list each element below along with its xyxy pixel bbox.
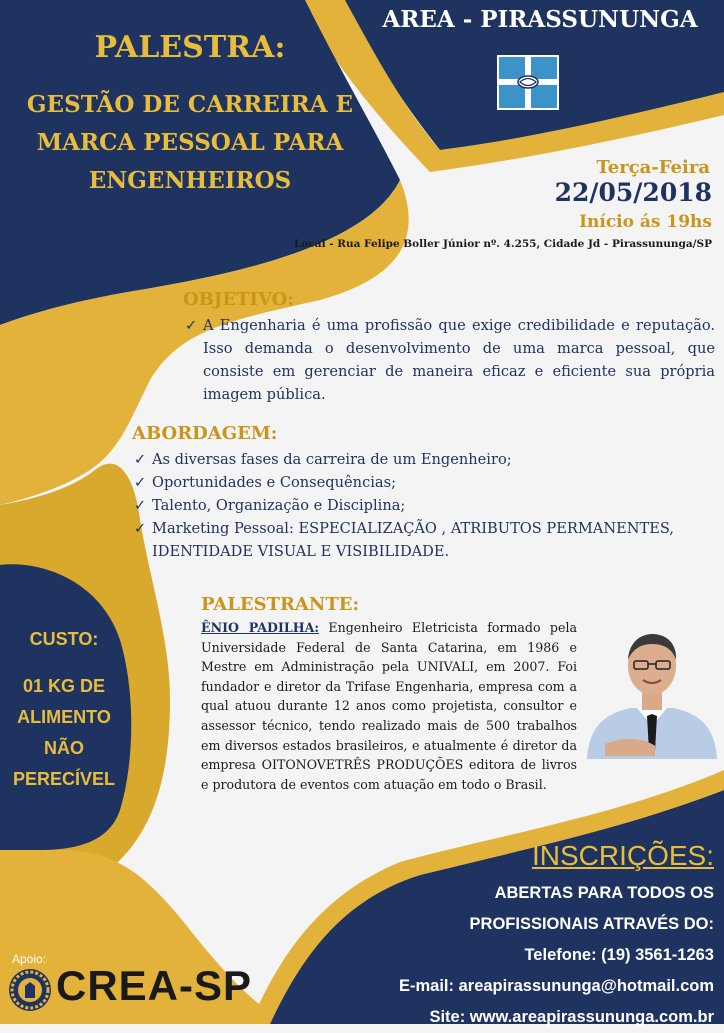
list-item	[132, 517, 692, 563]
event-start-time: Início ás 19hs	[579, 212, 712, 232]
lecture-title	[0, 86, 380, 200]
speaker-bio-text: Engenheiro Eletricista formado pela Universidade Federal de Santa Catarina, em 1986 e Mestre em Administração pela UNIVALI, em 2007. Foi fundador e diretor da Trifase Engenharia, empresa com a qual atuou durante 12 anos como projetista, consultor e assessor técnico, tendo realizado mais de 500 trabalhos em diversos estados brasileiros, e atualmente é diretor da empresa OITONOVETRÊS PRODUÇÕES editora de livros e produtora de eventos com atuação em todo o Brasil.	[201, 620, 577, 792]
lecture-title-line: ENGENHEIROS	[88, 167, 292, 194]
registration-site: Site: www.areapirassununga.com.br	[429, 1008, 714, 1026]
registration-line: ABERTAS PARA TODOS OS	[494, 884, 714, 902]
speaker-photo	[585, 626, 719, 759]
speaker-name: ÊNIO PADILHA:	[201, 620, 320, 635]
checkmark-icon: ✓	[134, 497, 147, 514]
checkmark-icon: ✓	[185, 317, 198, 334]
crea-emblem-icon	[8, 968, 52, 1012]
list-item-text: Talento, Organização e Disciplina;	[152, 497, 406, 514]
speaker-bio	[201, 618, 577, 794]
checkmark-icon: ✓	[134, 474, 147, 491]
list-item	[132, 494, 692, 517]
cost-section	[0, 624, 128, 795]
cost-label: CUSTO:	[29, 629, 99, 649]
checkmark-icon: ✓	[134, 451, 147, 468]
crea-brand: CREA-SP	[56, 962, 253, 1009]
objective-heading: OBJETIVO:	[183, 289, 294, 310]
lecture-title-line: MARCA PESSOAL PARA	[36, 129, 344, 156]
cost-line: ALIMENTO	[17, 707, 111, 727]
cost-line: PERECÍVEL	[12, 769, 116, 789]
cost-line: 01 KG DE	[22, 676, 106, 696]
list-item-text: As diversas fases da carreira de um Engenheiro;	[152, 451, 512, 468]
event-weekday: Terça-Feira	[596, 157, 710, 178]
registration-phone: Telefone: (19) 3561-1263	[524, 946, 714, 964]
list-item-text: Marketing Pessoal: ESPECIALIZAÇÃO , ATRIBUTOS PERMANENTES, IDENTIDADE VISUAL E VISIBILIDADE.	[152, 520, 675, 560]
approach-list	[132, 448, 692, 563]
list-item-text: Oportunidades e Consequências;	[152, 474, 397, 491]
approach-heading: ABORDAGEM:	[132, 423, 278, 444]
lecture-label: PALESTRA:	[94, 30, 286, 65]
list-item	[132, 448, 692, 471]
list-item	[132, 471, 692, 494]
objective-text: A Engenharia é uma profissão que exige credibilidade e reputação. Isso demanda o desenvolvimento de uma marca pessoal, que consiste em gerenciar de maneira eficaz e eficiente sua própria imagem pública.	[203, 317, 715, 403]
checkmark-icon: ✓	[134, 520, 147, 537]
registration-info	[294, 878, 714, 1033]
registration-line: PROFISSIONAIS ATRAVÉS DO:	[469, 915, 714, 933]
objective-section	[183, 314, 715, 406]
objective-item	[183, 314, 715, 406]
registration-heading: INSCRIÇÕES:	[531, 840, 714, 871]
speaker-heading: PALESTRANTE:	[201, 594, 360, 615]
event-date: 22/05/2018	[554, 178, 712, 207]
cost-line: NÃO	[44, 738, 84, 758]
organization-title: AREA - PIRASSUNUNGA	[382, 6, 698, 33]
area-logo-icon	[497, 55, 559, 110]
support-label: Apoio:	[12, 952, 47, 966]
event-location: Local - Rua Felipe Boller Júnior nº. 4.255, Cidade Jd - Pirassununga/SP	[294, 238, 712, 250]
registration-email: E-mail: areapirassununga@hotmail.com	[399, 977, 714, 995]
lecture-title-line: GESTÃO DE CARREIRA E	[26, 91, 354, 118]
